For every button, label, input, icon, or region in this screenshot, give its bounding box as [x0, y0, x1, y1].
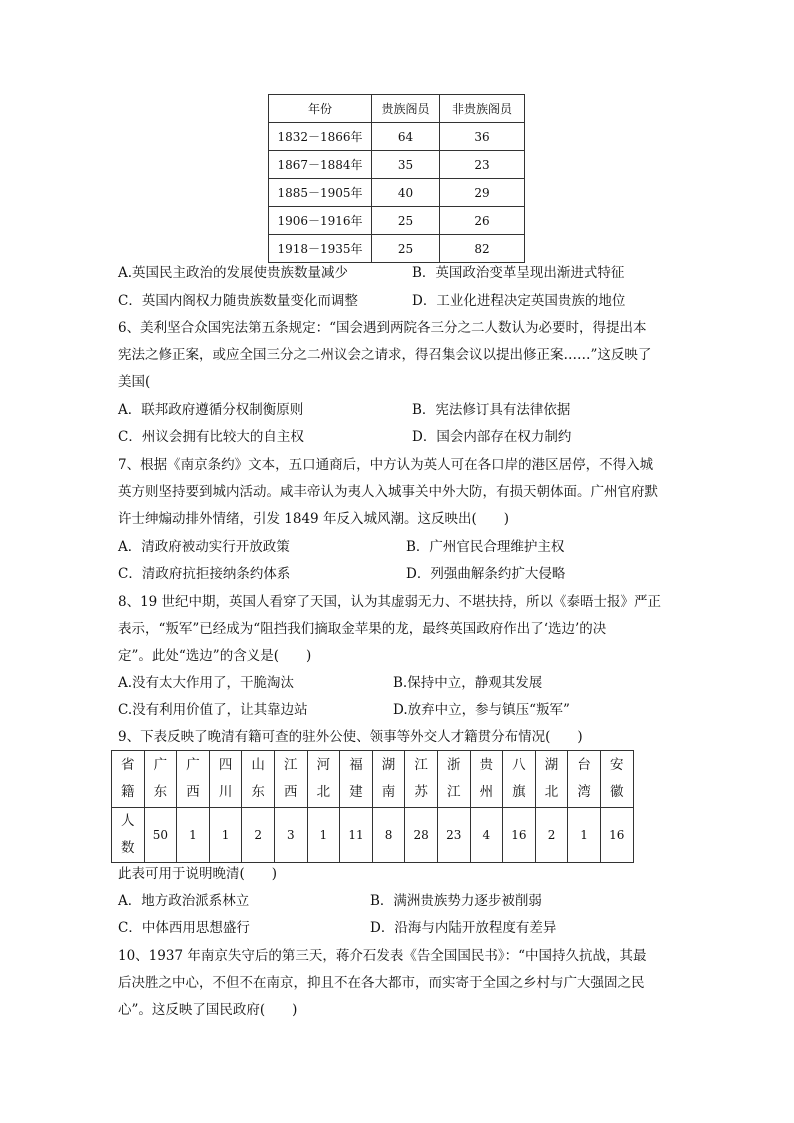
table-row: [269, 235, 525, 263]
count-cell: 1: [568, 808, 601, 863]
cell-noble: 25: [372, 235, 440, 263]
q9-option-b: B．满洲贵族势力逐步被削弱: [370, 893, 542, 909]
q7-option-c: C．清政府抗拒接纳条约体系: [118, 566, 291, 582]
cell-noble: 64: [372, 123, 440, 151]
province-row: [112, 751, 634, 808]
cell-noble: 35: [372, 151, 440, 179]
count-cell: 2: [242, 808, 275, 863]
q10-stem-line-2: 后决胜之中心，不但不在南京，抑且不在各大都市，而实寄于全国之乡村与广大强固之民: [118, 975, 645, 991]
header-year: 年份: [269, 95, 372, 123]
cell-year: 1867－1884年: [269, 151, 372, 179]
q5-option-b: B．英国政治变革呈现出渐进式特征: [412, 265, 625, 281]
q6-stem-line-3: 美国(: [118, 374, 151, 390]
count-cell: 1: [209, 808, 242, 863]
count-cell: 11: [340, 808, 373, 863]
province-cell: 河 北: [307, 751, 340, 808]
q5-option-a: A.英国民主政治的发展使贵族数量减少: [118, 265, 349, 281]
cell-non-noble: 26: [440, 207, 525, 235]
count-cell: 28: [405, 808, 438, 863]
cell-non-noble: 23: [440, 151, 525, 179]
count-row: [112, 808, 634, 863]
cell-year: 1885－1905年: [269, 179, 372, 207]
q7-stem-line-1: 7、根据《南京条约》文本，五口通商后，中方认为英人可在各口岸的港区居停，不得入城: [118, 457, 654, 473]
count-cell: 1: [307, 808, 340, 863]
count-cell: 2: [535, 808, 568, 863]
diplomat-origin-table: [111, 750, 634, 863]
q8-option-c: C.没有利用价值了，让其靠边站: [118, 702, 308, 718]
province-cell: 浙 江: [437, 751, 470, 808]
province-cell: 江 西: [274, 751, 307, 808]
q6-option-c: C．州议会拥有比较大的自主权: [118, 429, 304, 445]
q6-option-a: A．联邦政府遵循分权制衡原则: [118, 402, 304, 418]
province-cell: 湖 南: [372, 751, 405, 808]
q8-option-b: B.保持中立，静观其发展: [393, 675, 543, 691]
q10-stem-line-3: 心”。这反映了国民政府( ): [118, 1002, 298, 1018]
row-label-count: 人 数: [112, 808, 145, 863]
q9-option-d: D．沿海与内陆开放程度有差异: [370, 920, 557, 936]
province-cell: 安 徽: [600, 751, 633, 808]
table-row: [269, 207, 525, 235]
header-noble: 贵族阁员: [372, 95, 440, 123]
header-non-noble: 非贵族阁员: [440, 95, 525, 123]
cell-non-noble: 36: [440, 123, 525, 151]
cell-noble: 25: [372, 207, 440, 235]
q8-stem-line-2: 表示，“叛军”已经成为“阻挡我们摘取金苹果的龙，最终英国政府作出了‘选边’的决: [118, 621, 607, 637]
q5-option-d: D．工业化进程决定英国贵族的地位: [412, 293, 626, 309]
province-cell: 湖 北: [535, 751, 568, 808]
q7-option-b: B．广州官民合理维护主权: [406, 539, 565, 555]
province-cell: 山 东: [242, 751, 275, 808]
province-cell: 广 东: [144, 751, 177, 808]
q9-stem: 9、下表反映了晚清有籍可查的驻外公使、领事等外交人才籍贯分布情况( ): [118, 729, 583, 745]
province-cell: 江 苏: [405, 751, 438, 808]
q8-option-d: D.放弃中立，参与镇压“叛军”: [393, 702, 570, 718]
province-cell: 福 建: [340, 751, 373, 808]
cell-noble: 40: [372, 179, 440, 207]
cell-year: 1832－1866年: [269, 123, 372, 151]
cabinet-table: [268, 94, 525, 263]
q8-stem-line-3: 定”。此处“选边”的含义是( ): [118, 648, 312, 664]
table-row: [269, 151, 525, 179]
q7-stem-line-3: 许士绅煽动排外情绪，引发 1849 年反入城风潮。这反映出( ): [118, 511, 509, 527]
cell-year: 1918－1935年: [269, 235, 372, 263]
province-cell: 四 川: [209, 751, 242, 808]
province-cell: 广 西: [177, 751, 210, 808]
cell-year: 1906－1916年: [269, 207, 372, 235]
q6-stem-line-1: 6、美利坚合众国宪法第五条规定：“国会遇到两院各三分之二人数认为必要时，得提出本: [118, 320, 647, 336]
cell-non-noble: 82: [440, 235, 525, 263]
table-row: [269, 123, 525, 151]
q7-option-d: D．列强曲解条约扩大侵略: [406, 566, 566, 582]
count-cell: 4: [470, 808, 503, 863]
count-cell: 3: [274, 808, 307, 863]
q9-after-table: 此表可用于说明晚清( ): [118, 866, 278, 882]
count-cell: 50: [144, 808, 177, 863]
province-cell: 台 湾: [568, 751, 601, 808]
q9-option-c: C．中体西用思想盛行: [118, 920, 250, 936]
q6-stem-line-2: 宪法之修正案，或应全国三分之二州议会之请求，得召集会议以提出修正案……”这反映了: [118, 347, 652, 363]
province-cell: 八 旗: [503, 751, 536, 808]
q7-option-a: A．清政府被动实行开放政策: [118, 539, 290, 555]
q8-option-a: A.没有太大作用了，干脆淘汰: [118, 675, 295, 691]
q7-stem-line-2: 英方则坚持要到城内活动。咸丰帝认为夷人入城事关中外大防，有损天朝体面。广州官府默: [118, 484, 658, 500]
province-cell: 贵 州: [470, 751, 503, 808]
q9-option-a: A．地方政治派系林立: [118, 893, 250, 909]
q6-option-b: B．宪法修订具有法律依据: [412, 402, 571, 418]
q8-stem-line-1: 8、19 世纪中期，英国人看穿了天国，认为其虚弱无力、不堪扶持，所以《泰晤士报》严正: [118, 594, 662, 610]
count-cell: 16: [503, 808, 536, 863]
q6-option-d: D．国会内部存在权力制约: [412, 429, 572, 445]
table-header-row: [269, 95, 525, 123]
count-cell: 23: [437, 808, 470, 863]
count-cell: 16: [600, 808, 633, 863]
count-cell: 8: [372, 808, 405, 863]
count-cell: 1: [177, 808, 210, 863]
table-row: [269, 179, 525, 207]
cell-non-noble: 29: [440, 179, 525, 207]
q10-stem-line-1: 10、1937 年南京失守后的第三天，蒋介石发表《告全国国民书》：“中国持久抗战，其最: [118, 948, 647, 964]
row-label-province: 省 籍: [112, 751, 145, 808]
q5-option-c: C．英国内阁权力随贵族数量变化而调整: [118, 293, 358, 309]
